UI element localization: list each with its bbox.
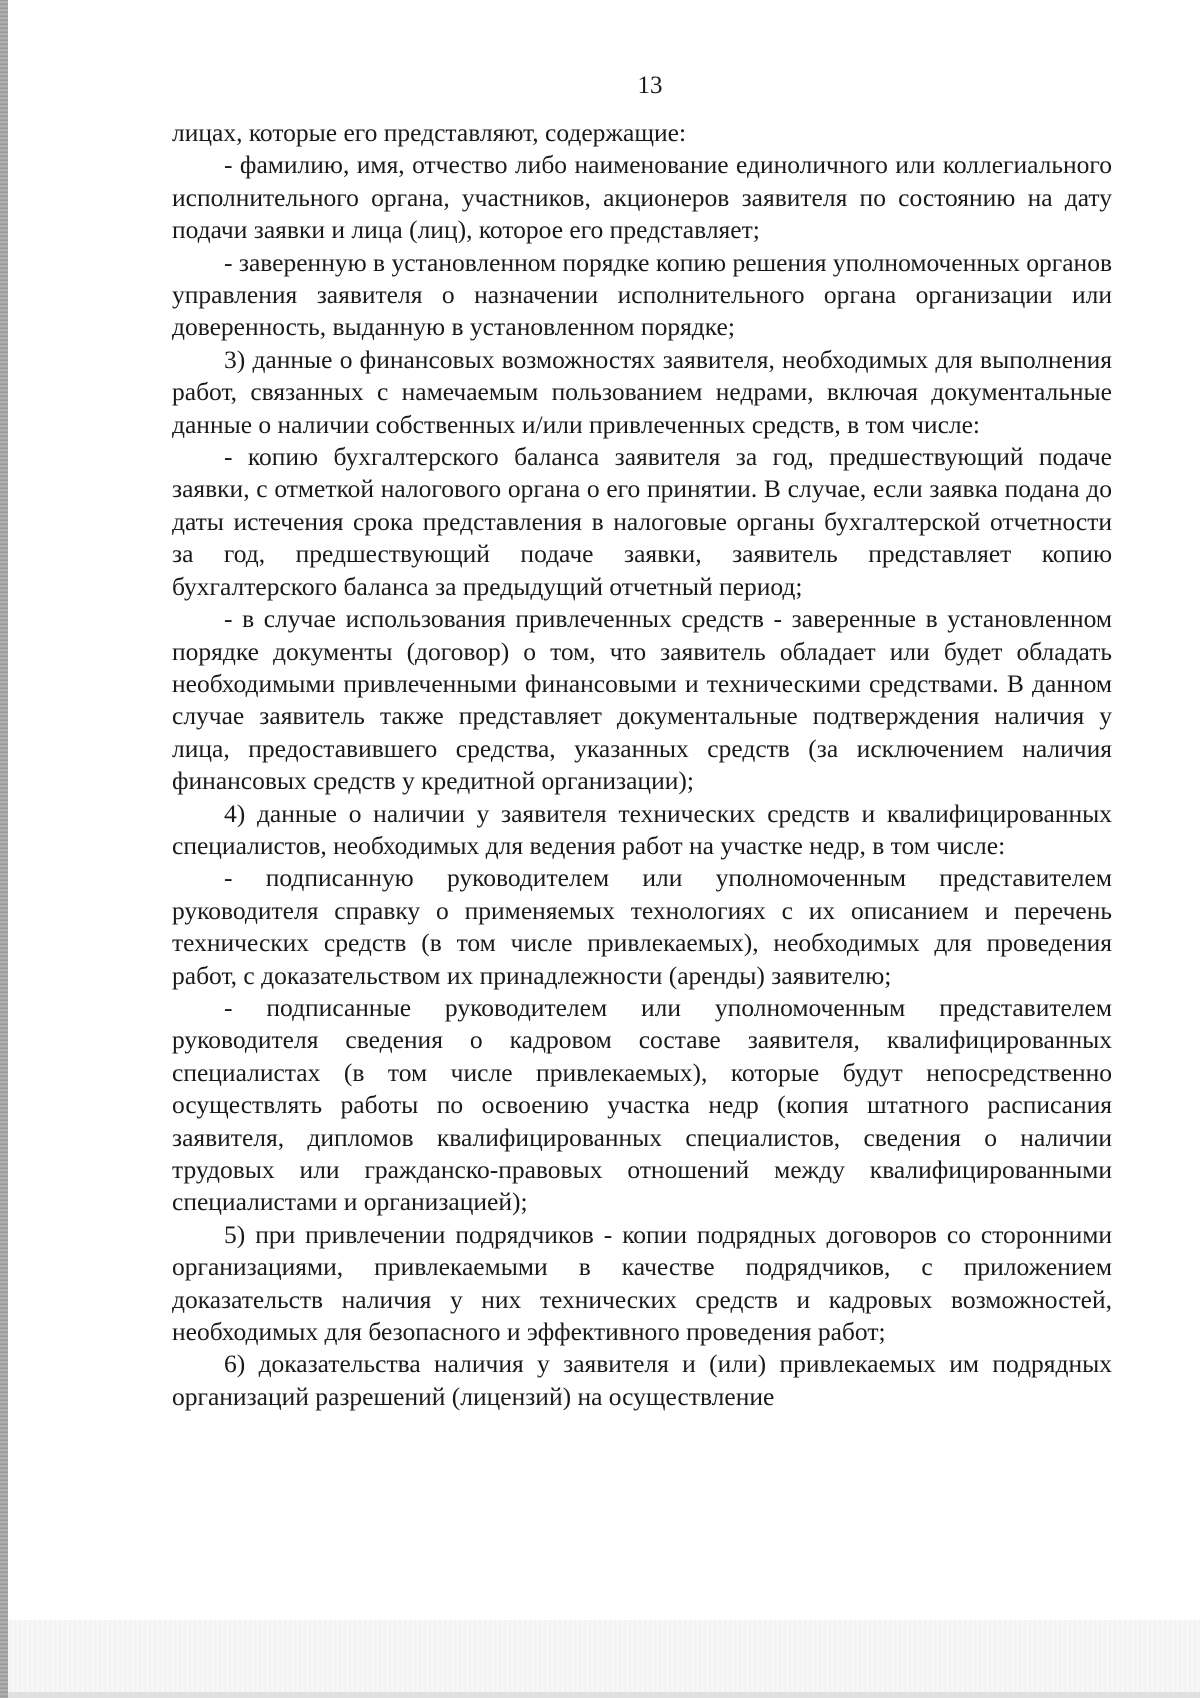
paragraph-list-item: - фамилию, имя, отчество либо наименование единоличного или коллегиального исполнительного органа, участников, акционеров заявителя по состоянию на дату подачи заявки и лица (лиц), которое его представляет;: [172, 150, 1112, 245]
paragraph-numbered-item: 4) данные о наличии у заявителя технических средств и квалифицированных специалистов, необходимых для ведения работ на участке недр, в том числе:: [172, 798, 1112, 860]
paragraph-list-item: - заверенную в установленном порядке копию решения уполномоченных органов управления заявителя о назначении исполнительного органа организации или доверенность, выданную в установленном порядке;: [172, 247, 1112, 342]
scan-left-edge: [0, 0, 8, 1698]
paragraph-list-item: - подписанные руководителем или уполномоченным представителем руководителя сведения о кадровом составе заявителя, квалифицированных специалистах (в том числе привлекаемых), которые будут непосредственно осуществлять работы по освоению участка недр (копия штатного расписания заявителя, дипломов квалифицированных специалистов, сведения о наличии трудовых или гражданско-правовых отношений между квалифицированными специалистами и организацией);: [172, 992, 1112, 1217]
scan-bottom-edge: [8, 1692, 1200, 1698]
paragraph-numbered-item: 3) данные о финансовых возможностях заявителя, необходимых для выполнения работ, связанных с намечаемым пользованием недрами, включая документальные данные о наличии собственных и/или привлеченных средств, в том числе:: [172, 344, 1112, 439]
paragraph-numbered-item: 5) при привлечении подрядчиков - копии подрядных договоров со сторонними организациями, привлекаемыми в качестве подрядчиков, с приложением доказательств наличия у них технических средств и кадровых возможностей, необходимых для безопасного и эффективного проведения работ;: [172, 1219, 1112, 1347]
paragraph-continuation: лицах, которые его представляют, содержащие:: [172, 118, 687, 147]
page-number: 13: [637, 72, 663, 99]
scan-bottom-shade: [8, 1620, 1200, 1698]
paragraph-list-item: - в случае использования привлеченных средств - заверенные в установленном порядке документы (договор) о том, что заявитель обладает или будет обладать необходимыми привлеченными финансовыми и техническими средствами. В данном случае заявитель также представляет документальные подтверждения наличия у лица, предоставившего средства, указанных средств (за исключением наличия финансовых средств у кредитной организации);: [172, 604, 1112, 796]
paragraph-numbered-item: 6) доказательства наличия у заявителя и (или) привлекаемых им подрядных организаций разрешений (лицензий) на осуществление: [172, 1349, 1112, 1411]
paragraph-list-item: - подписанную руководителем или уполномоченным представителем руководителя справку о применяемых технологиях с их описанием и перечень технических средств (в том числе привлекаемых), необходимых для проведения работ, с доказательством их принадлежности (аренды) заявителю;: [172, 863, 1112, 990]
paragraph-list-item: - копию бухгалтерского баланса заявителя за год, предшествующий подаче заявки, с отметкой налогового органа о его принятии. В случае, если заявка подана до даты истечения срока представления в налоговые органы бухгалтерской отчетности за год, предшествующий подаче заявки, заявитель представляет копию бухгалтерского баланса за предыдущий отчетный период;: [172, 442, 1112, 601]
document-body: [172, 117, 1112, 1413]
